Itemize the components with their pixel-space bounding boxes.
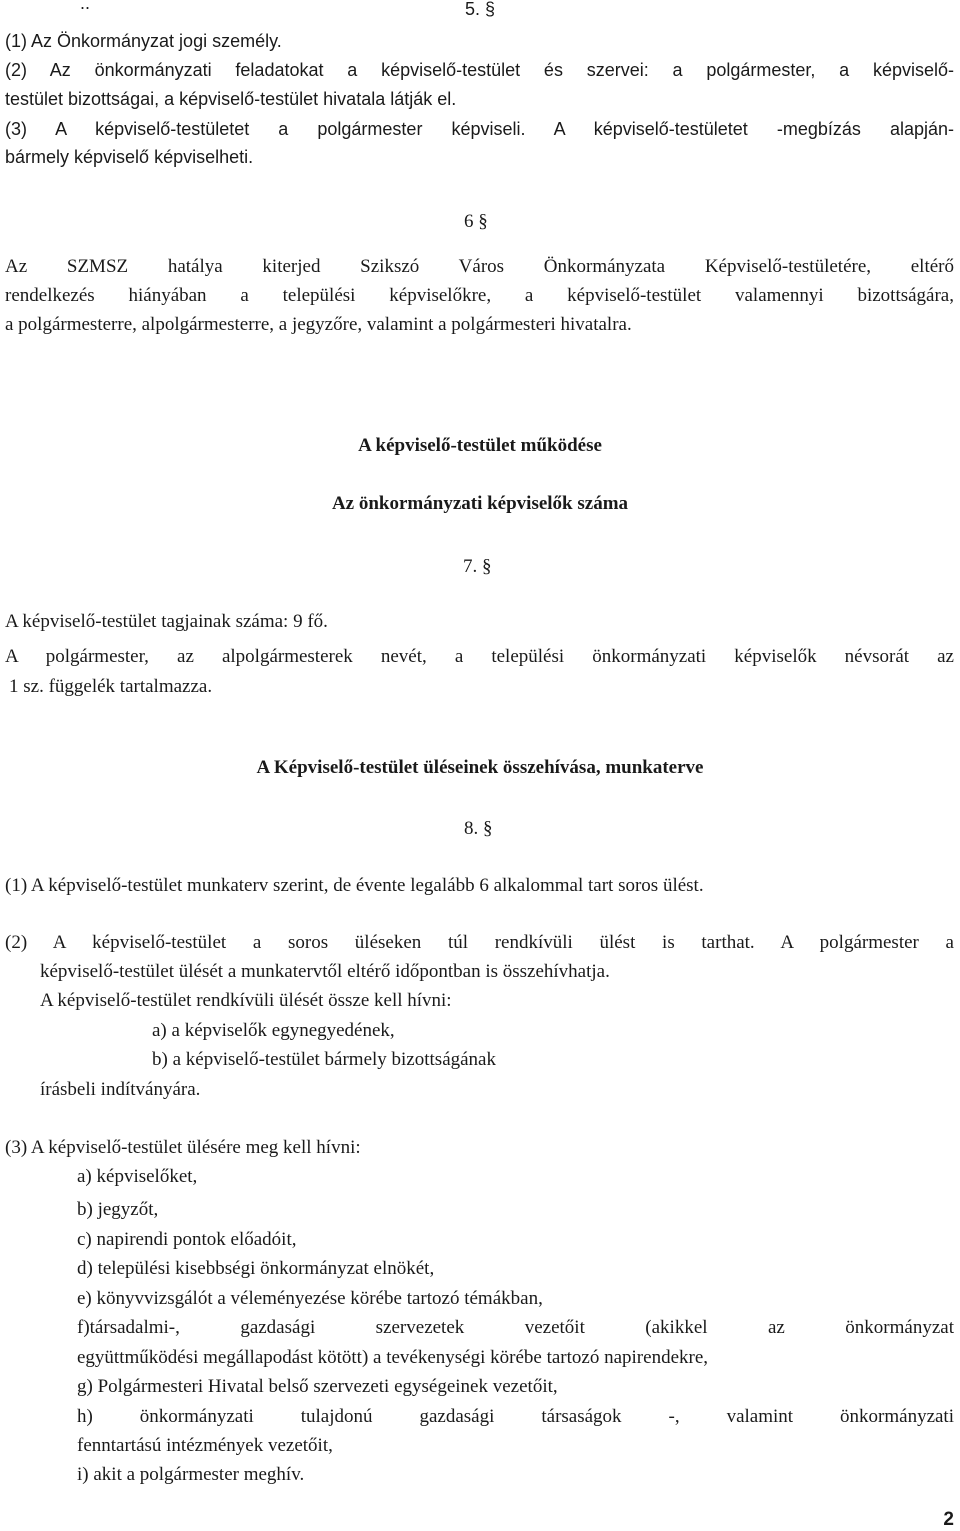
sec8-p3-item-h-cont: fenntartású intézmények vezetőit, [77,1435,333,1456]
sec5-line-5: bármely képviselő képviselheti. [5,147,254,167]
sec8-p3-intro: (3) A képviselő-testület ülésére meg kell hívni: [5,1137,361,1158]
sec8-p2-item-b: b) a képviselő-testület bármely bizottságának [152,1049,496,1070]
section-8-number: 8. § [464,818,493,839]
sec8-p3-item-a: a) képviselőket, [77,1166,198,1187]
sec8-p2-line-1: (2) A képviselő-testület a soros üléseken túl rendkívüli ülést is tarthat. A polgármester a [5,932,954,953]
sec8-p3-item-d: d) települési kisebbségi önkormányzat elnökét, [77,1258,435,1279]
sec8-p3-item-f: f)társadalmi-, gazdasági szervezetek vezetőit (akikkel az önkormányzat [77,1317,954,1338]
sec8-p3-item-h: h) önkormányzati tulajdonú gazdasági társaságok -, valamint önkormányzati [77,1406,954,1427]
sec8-p2-line-2: képviselő-testület ülését a munkatervtől eltérő időpontban is összehívhatja. [40,961,610,982]
sec5-line-2: (2) Az önkormányzati feladatokat a képviselő-testület és szervei: a polgármester, a képviselő- [5,60,954,80]
section-6-number: 6 § [464,211,488,232]
sec8-p3-item-c: c) napirendi pontok előadóit, [77,1229,297,1250]
sec7-line-1: A képviselő-testület tagjainak száma: 9 fő. [5,611,328,632]
sec8-p3-item-b: b) jegyzőt, [77,1199,159,1220]
sec8-p2-line-6: írásbeli indítványára. [40,1079,201,1100]
section-7-number: 7. § [463,556,492,577]
sec8-p1: (1) A képviselő-testület munkaterv szerint, de évente legalább 6 alkalommal tart soros ülést. [5,875,704,896]
sec8-p3-item-e: e) könyvvizsgálót a véleményezése körébe tartozó témákban, [77,1288,543,1309]
sec8-p2-line-3: A képviselő-testület rendkívüli ülését össze kell hívni: [40,990,452,1011]
sec7-line-2: A polgármester, az alpolgármesterek nevét, a települési önkormányzati képviselők névsorát az [5,646,954,667]
sec8-p2-item-a: a) a képviselők egynegyedének, [152,1020,395,1041]
heading-sub: Az önkormányzati képviselők száma [331,493,629,514]
sec8-p3-item-i: i) akit a polgármester meghív. [77,1464,305,1485]
sec8-p3-item-f-cont: együttműködési megállapodást kötött) a tevékenységi körébe tartozó napirendekre, [77,1347,709,1368]
sec8-p3-item-g: g) Polgármesteri Hivatal belső szervezeti egységeinek vezetőit, [77,1376,558,1397]
sec5-line-4: (3) A képviselő-testületet a polgármester képviseli. A képviselő-testületet -megbízás alapján- [5,119,954,139]
header-dots: .. [80,0,91,13]
page-number: 2 [943,1509,954,1530]
sec5-line-1: (1) Az Önkormányzat jogi személy. [5,31,282,51]
sec7-line-3: 1 sz. függelék tartalmazza. [9,676,213,697]
sec5-line-3: testület bizottságai, a képviselő-testület hivatala látják el. [5,89,457,109]
section-5-number: 5. § [465,0,496,19]
heading-meetings: A Képviselő-testület üléseinek összehívása, munkaterve [256,757,704,778]
sec6-line-1: Az SZMSZ hatálya kiterjed Szikszó Város Önkormányzata Képviselő-testületére, eltérő [5,256,954,277]
sec6-line-2: rendelkezés hiányában a települési képviselőkre, a képviselő-testület valamennyi bizottságára, [5,285,954,306]
sec6-line-3: a polgármesterre, alpolgármesterre, a jegyzőre, valamint a polgármesteri hivatalra. [5,314,632,335]
heading-main: A képviselő-testület működése [358,435,602,456]
